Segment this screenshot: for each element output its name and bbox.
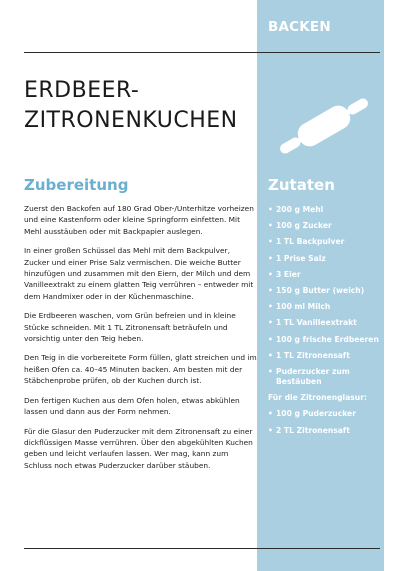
ingredient-text: 100 g frische Erdbeeren [276,334,379,344]
ingredient-text: 1 TL Backpulver [276,237,345,247]
bullet-icon: • [268,221,273,231]
ingredient-text: 1 TL Zitronensaft [276,350,350,360]
ingredients-list-container [268,205,380,442]
ingredient-item [268,302,380,312]
ingredients-list [268,205,380,387]
bullet-icon: • [268,237,273,247]
category-label: BACKEN [268,19,331,35]
bullet-icon: • [268,205,273,214]
rolling-pin-icon [272,86,376,166]
ingredient-item [268,237,380,247]
ingredient-item [268,367,380,387]
ingredient-text: 200 g Mehl [276,205,324,214]
top-divider [24,52,380,53]
glaze-text: 100 g Puderzucker [276,409,356,419]
ingredient-item [268,318,380,328]
bullet-icon: • [268,253,273,263]
glaze-heading: Für die Zitronenglasur: [268,393,367,403]
preparation-steps [24,203,257,479]
step-paragraph: Für die Glasur den Puderzucker mit dem Zitronensaft zu einer dickflüssigen Masse verrühren. Über den abgekühlten Kuchen geben und leicht verlaufen lassen. Wer mag, kann zum Schluss noch etwas Puderzucker darüber stäuben. [24,426,253,470]
bullet-icon: • [268,318,273,328]
ingredient-text: 100 g Zucker [276,221,332,231]
glaze-item [268,409,380,419]
glaze-item [268,426,380,436]
bullet-icon: • [268,302,273,312]
bullet-icon: • [268,286,273,296]
ingredient-text: 100 ml Milch [276,302,331,312]
ingredient-item [268,254,380,264]
ingredient-item [268,351,380,361]
bullet-icon: • [268,367,273,377]
step-paragraph: In einer großen Schüssel das Mehl mit dem Backpulver, Zucker und einer Prise Salz vermischen. Die weiche Butter hinzufügen und zusammen mit den Eiern, der Milch und dem Vanilleextrakt zu einem glatten Teig verrühren – entweder mit dem Handmixer oder in der Küchenmaschine. [24,246,254,301]
step-paragraph: Die Erdbeeren waschen, vom Grün befreien und in kleine Stücke schneiden. Mit 1 TL Zitronensaft beträufeln und vorsichtig unter den Teig heben. [24,311,236,344]
glaze-text: 2 TL Zitronensaft [276,425,350,435]
ingredient-text: 1 Prise Salz [276,253,326,263]
bullet-icon: • [268,334,273,344]
step-paragraph: Den Teig in die vorbereitete Form füllen, glatt streichen und im heißen Ofen ca. 40–45 Minuten backen. Am besten mit der Stäbchenprobe prüfen, ob der Kuchen durch ist. [24,353,257,386]
bullet-icon: • [268,409,273,419]
recipe-title-line-2: ZITRONENKUCHEN [24,108,238,133]
ingredient-item [268,205,380,215]
ingredients-heading: Zutaten [268,176,335,194]
bottom-divider [24,548,380,549]
bullet-icon: • [268,425,273,435]
step-paragraph: Den fertigen Kuchen aus dem Ofen holen, etwas abkühlen lassen und dann aus der Form nehmen. [24,395,240,417]
ingredient-text: 1 TL Vanilleextrakt [276,318,357,328]
bullet-icon: • [268,269,273,279]
ingredient-item [268,286,380,296]
glaze-list [268,409,380,435]
ingredient-text: 150 g Butter (weich) [276,286,365,296]
ingredient-text: Puderzucker zum Bestäuben [276,367,350,387]
bullet-icon: • [268,350,273,360]
ingredient-item [268,335,380,345]
ingredient-item [268,221,380,231]
preparation-heading: Zubereitung [24,176,129,194]
recipe-title [24,76,254,136]
step-paragraph: Zuerst den Backofen auf 180 Grad Ober-/Unterhitze vorheizen und eine Kastenform oder kleine Springform einfetten. Mit Mehl ausstäuben oder mit Backpapier auslegen. [24,204,254,236]
ingredient-item [268,270,380,280]
ingredient-text: 3 Eier [276,269,301,279]
recipe-title-line-1: ERDBEER- [24,78,140,103]
